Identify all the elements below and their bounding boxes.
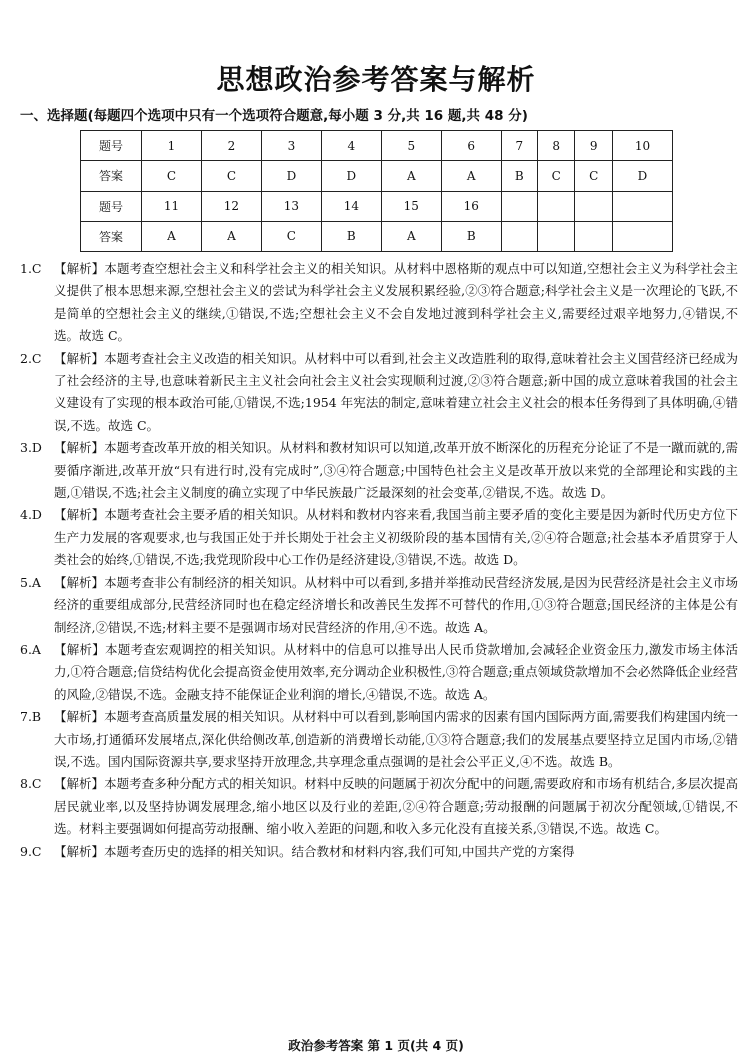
list-item <box>20 504 738 571</box>
table-row <box>81 221 673 251</box>
table-cell <box>575 221 613 251</box>
list-item <box>20 258 738 348</box>
table-cell: 6 <box>441 131 501 161</box>
table-cell: 15 <box>381 191 441 221</box>
table-cell <box>501 191 537 221</box>
item-number: 8.C <box>20 776 42 792</box>
item-number: 4.D <box>20 507 42 523</box>
answer-table <box>80 130 673 252</box>
table-cell: 14 <box>321 191 381 221</box>
item-explanation: 【解析】本题考查高质量发展的相关知识。从材料中可以看到,影响国内需求的因素有国内国际两方面,需要我们构建国内统一大市场,打通循环发展堵点,深化供给侧改革,创造新的消费增长动能,①③符合题意;我们的发展基点要坚持立足国内市场,②错误,不选。国内国际资源共享,要求坚持开放理念,共享理念重点强调的是社会公平正义,④不选。故选 B。 <box>54 709 738 769</box>
table-cell <box>537 191 575 221</box>
table-cell: 1 <box>142 131 202 161</box>
list-item <box>20 437 738 504</box>
table-row-header: 答案 <box>81 161 142 191</box>
item-number: 3.D <box>20 440 42 456</box>
item-explanation: 【解析】本题考查宏观调控的相关知识。从材料中的信息可以推导出人民币贷款增加,会减轻企业资金压力,激发市场主体活力,①符合题意;信贷结构优化会提高资金使用效率,充分调动企业积极性,③符合题意;重点领域贷款增加不会必然降低企业经营的风险,②错误,不选。金融支持不能保证企业利润的增长,④错误,不选。故选 A。 <box>54 641 738 702</box>
item-explanation: 【解析】本题考查空想社会主义和科学社会主义的相关知识。从材料中恩格斯的观点中可以知道,空想社会主义为科学社会主义提供了根本思想来源,空想社会主义的尝试为科学社会主义发展积累经验,②③符合题意;科学社会主义是一次理论的飞跃,不是简单的空想社会主义的继续,①错误,不选;空想社会主义不会自发地过渡到科学社会主义,需要经过艰辛地努力,④错误,不选。故选 C。 <box>54 261 738 344</box>
list-item <box>20 706 738 773</box>
answer-table-body <box>81 131 673 252</box>
item-number: 1.C <box>20 261 42 276</box>
table-cell <box>612 191 672 221</box>
item-explanation: 【解析】本题考查历史的选择的相关知识。结合教材和材料内容,我们可知,中国共产党的方案得 <box>54 843 575 859</box>
item-number: 5.A <box>20 574 41 590</box>
table-cell <box>537 221 575 251</box>
table-cell: 3 <box>261 131 321 161</box>
table-cell: 13 <box>261 191 321 221</box>
table-cell: C <box>201 161 261 191</box>
page-footer: 政治参考答案 第 1 页(共 4 页) <box>288 1038 464 1053</box>
table-cell: 10 <box>612 131 672 161</box>
table-cell: 9 <box>575 131 613 161</box>
item-explanation: 【解析】本题考查社会主义改造的相关知识。从材料中可以看到,社会主义改造胜利的取得,意味着社会主义国营经济已经成为了社会经济的主导,也意味着新民主主义社会向社会主义社会实现顺利过渡,②③符合题意;新中国的成立意味着我国的社会主义建设有了实现的根本政治可能,①错误,不选;1954 年宪法的制定,意味着建立社会主义社会的根本任务得到了具体明确,④错误,不选。故选 C。 <box>54 350 738 433</box>
table-row <box>81 191 673 221</box>
table-cell: B <box>321 221 381 251</box>
section-heading: 一、选择题(每题四个选项中只有一个选项符合题意,每小题 3 分,共 16 题,共 48 分) <box>20 108 528 124</box>
table-cell: A <box>441 161 501 191</box>
list-item <box>20 572 738 639</box>
table-row-header: 题号 <box>81 131 142 161</box>
item-number: 2.C <box>20 350 42 366</box>
table-cell: 7 <box>501 131 537 161</box>
table-cell: C <box>537 161 575 191</box>
table-row <box>81 131 673 161</box>
table-cell <box>612 221 672 251</box>
table-cell: D <box>612 161 672 191</box>
table-cell: C <box>142 161 202 191</box>
table-cell: 12 <box>201 191 261 221</box>
item-explanation: 【解析】本题考查社会主要矛盾的相关知识。从材料和教材内容来看,我国当前主要矛盾的变化主要是因为新时代历史方位下生产力发展的客观要求,也与我国正处于并长期处于社会主义初级阶段的基本国情有关,②④符合题意;社会基本矛盾贯穿于人类社会的始终,①错误,不选;我党现阶段中心工作仍是经济建设,③错误,不选。故选 D。 <box>54 507 738 568</box>
table-row <box>81 161 673 191</box>
table-cell: A <box>381 221 441 251</box>
list-item <box>20 348 738 438</box>
item-explanation: 【解析】本题考查多种分配方式的相关知识。材料中反映的问题属于初次分配中的问题,需要政府和市场有机结合,多层次提高居民就业率,以及坚持协调发展理念,缩小地区以及行业的差距,②④符合题意;劳动报酬的问题属于初次分配领域,①错误,不选。材料主要强调如何提高劳动报酬、缩小收入差距的问题,和收入多元化没有直接关系,③错误,不选。故选 C。 <box>54 776 738 837</box>
page-title: 思想政治参考答案与解析 <box>216 63 536 96</box>
table-cell: B <box>441 221 501 251</box>
list-item <box>20 639 738 706</box>
table-cell: 16 <box>441 191 501 221</box>
item-explanation: 【解析】本题考查改革开放的相关知识。从材料和教材知识可以知道,改革开放不断深化的历程充分论证了不是一蹴而就的,需要循序渐进,改革开放“只有进行时,没有完成时”,③④符合题意;中国特色社会主义是改革开放以来党的全部理论和实践的主题,①错误,不选;社会主义制度的确立实现了中华民族最广泛最深刻的社会变革,②错误,不选。故选 D。 <box>54 440 738 501</box>
list-item <box>20 841 738 863</box>
table-row-header: 题号 <box>81 191 142 221</box>
table-cell: 2 <box>201 131 261 161</box>
table-cell: 11 <box>142 191 202 221</box>
list-item <box>20 773 738 840</box>
table-cell: 8 <box>537 131 575 161</box>
table-row-header: 答案 <box>81 221 142 251</box>
table-cell: 5 <box>381 131 441 161</box>
table-cell: 4 <box>321 131 381 161</box>
table-cell <box>575 191 613 221</box>
table-cell: A <box>142 221 202 251</box>
table-cell: D <box>261 161 321 191</box>
item-number: 7.B <box>20 709 42 725</box>
table-cell: A <box>201 221 261 251</box>
table-cell <box>501 221 537 251</box>
item-explanation: 【解析】本题考查非公有制经济的相关知识。从材料中可以看到,多措并举推动民营经济发展,是因为民营经济是社会主义市场经济的重要组成部分,民营经济同时也在稳定经济增长和改善民生发挥不可替代的作用,①③符合题意;国民经济的主体是公有制经济,②错误,不选;材料主要不是强调市场对民营经济的作用,④不选。故选 A。 <box>54 574 738 635</box>
table-cell: B <box>501 161 537 191</box>
table-cell: D <box>321 161 381 191</box>
table-cell: C <box>575 161 613 191</box>
explanation-list <box>20 258 738 863</box>
table-cell: C <box>261 221 321 251</box>
table-cell: A <box>381 161 441 191</box>
item-number: 6.A <box>20 641 41 657</box>
item-number: 9.C <box>20 843 42 859</box>
